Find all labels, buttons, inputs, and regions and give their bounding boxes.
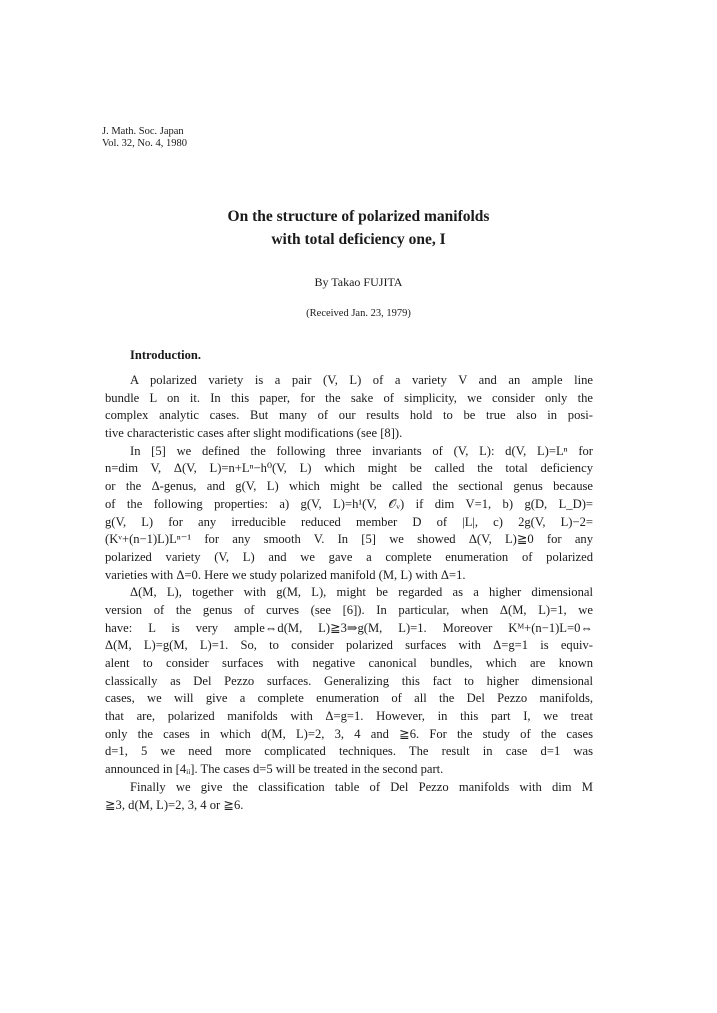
text-line: classically as Del Pezzo surfaces. Generalizing this fact to higher dimensional	[105, 673, 593, 688]
text-line: A polarized variety is a pair (V, L) of a variety V and an ample line	[130, 373, 593, 387]
journal-name: J. Math. Soc. Japan	[102, 126, 184, 137]
title-line-2: with total deficiency one, I	[271, 231, 446, 248]
section-heading: Introduction.	[130, 348, 201, 362]
text-line: of the following properties: a) g(V, L)=h¹(V, 𝒪ᵥ) if dim V=1, b) g(D, L_D)=	[105, 496, 593, 511]
text-line: version of the genus of curves (see [6]). In particular, when Δ(M, L)=1, we	[105, 602, 593, 617]
journal-volume: Vol. 32, No. 4, 1980	[102, 138, 187, 149]
author-line: By Takao FUJITA	[314, 275, 403, 289]
introduction-body	[105, 372, 593, 814]
text-line: tive characteristic cases after slight modifications (see [8]).	[105, 426, 403, 441]
text-line: varieties with Δ=0. Here we study polarized manifold (M, L) with Δ=1.	[105, 567, 466, 582]
text-line: alent to consider surfaces with negative canonical bundles, which are known	[105, 656, 593, 670]
text-line: have: L is very ample⇔d(M, L)≧3⇒g(M, L)=1. Moreover Kᴹ+(n−1)L=0⇔	[105, 620, 593, 635]
text-line: d=1, 5 we need more complicated techniques. The result in case d=1 was	[105, 744, 593, 759]
text-line: g(V, L) for any irreducible reduced member D of |L|, c) 2g(V, L)−2=	[105, 514, 593, 529]
text-line: n=dim V, Δ(V, L)=n+Lⁿ−h⁰(V, L) which might be called the total deficiency	[105, 461, 593, 476]
text-line: Δ(M, L), together with g(M, L), might be regarded as a higher dimensional	[130, 585, 593, 600]
text-line: or the Δ-genus, and g(V, L) which might be called the sectional genus because	[105, 479, 593, 494]
received-date: (Received Jan. 23, 1979)	[306, 308, 411, 319]
text-line: Δ(M, L)=g(M, L)=1. So, to consider polarized surfaces with Δ=g=1 is equiv-	[105, 638, 593, 653]
text-line: Finally we give the classification table of Del Pezzo manifolds with dim M	[130, 779, 593, 794]
journal-info	[102, 126, 187, 150]
paper-title	[0, 205, 717, 251]
text-line: polarized variety (V, L) and we gave a complete enumeration of polarized	[105, 549, 593, 564]
title-line-1: On the structure of polarized manifolds	[227, 208, 490, 225]
text-line: that are, polarized manifolds with Δ=g=1. However, in this part I, we treat	[105, 709, 593, 724]
text-line: cases, we will give a complete enumeration of all the Del Pezzo manifolds,	[105, 691, 593, 706]
text-line: In [5] we defined the following three invariants of (V, L): d(V, L)=Lⁿ for	[130, 443, 593, 458]
text-line: complex analytic cases. But many of our results hold to be true also in posi-	[105, 408, 593, 423]
text-line: only the cases in which d(M, L)=2, 3, 4 and ≧6. For the study of the cases	[105, 726, 593, 741]
text-line: announced in [4ᵢᵢ]. The cases d=5 will be treated in the second part.	[105, 762, 444, 777]
text-line: ≧3, d(M, L)=2, 3, 4 or ≧6.	[105, 797, 244, 812]
text-line: bundle L on it. In this paper, for the sake of simplicity, we consider only the	[105, 390, 593, 405]
text-line: (Kᵛ+(n−1)L)Lⁿ⁻¹ for any smooth V. In [5] we showed Δ(V, L)≧0 for any	[105, 532, 593, 547]
